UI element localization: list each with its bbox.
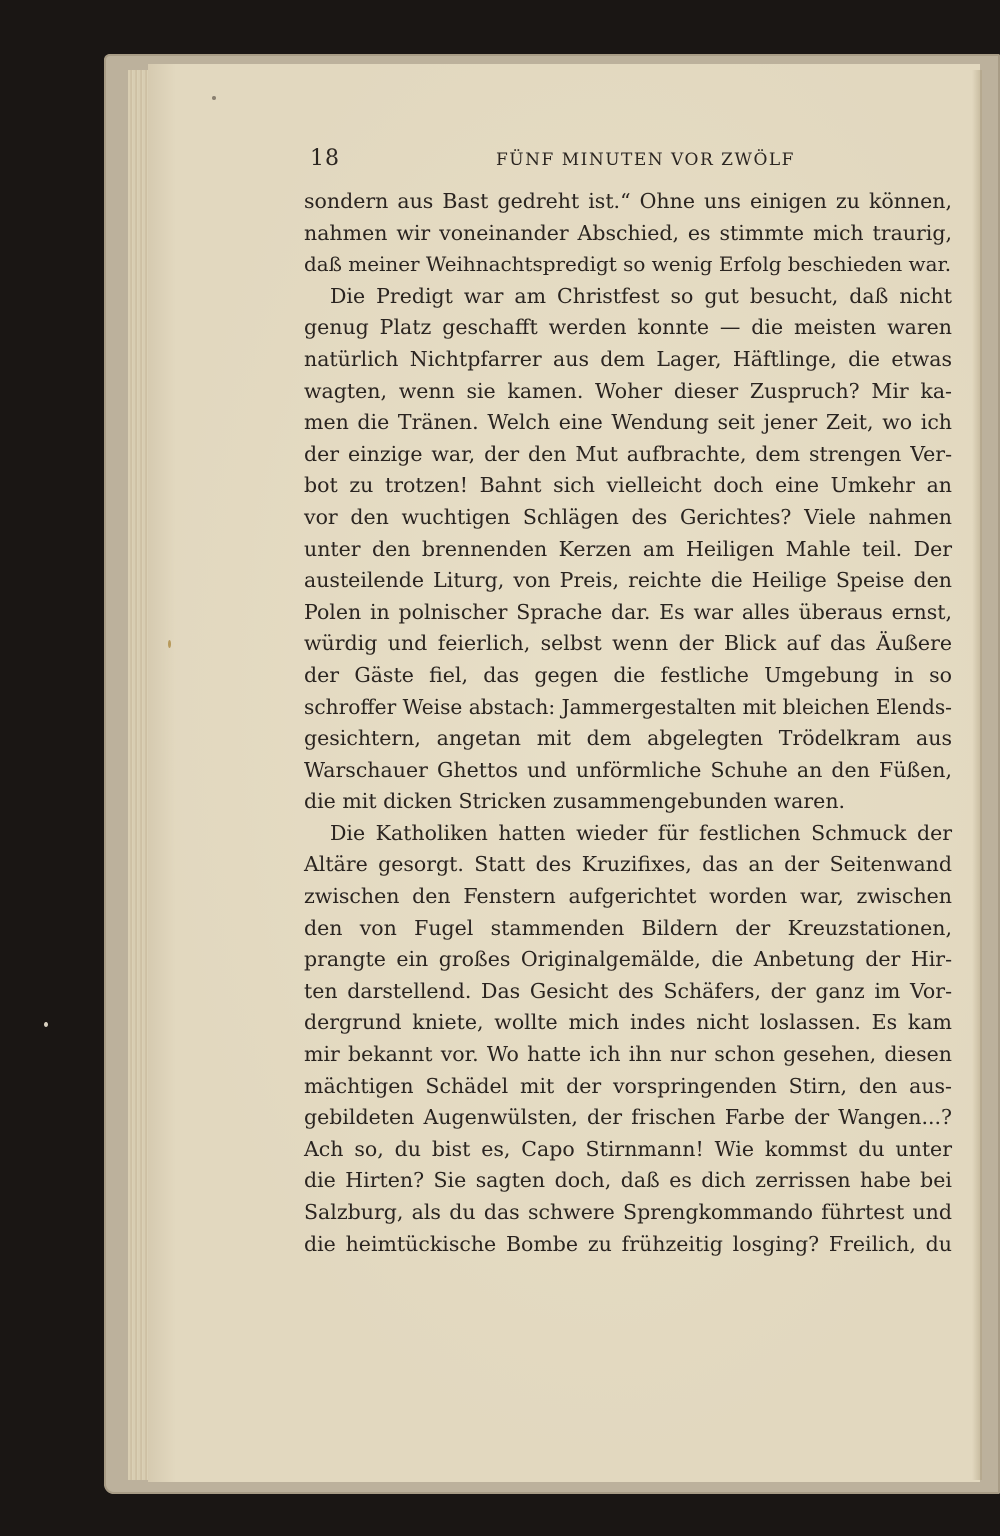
text-line: Polen in polnischer Sprache dar. Es war alles überaus ernst, <box>304 599 952 624</box>
text-line: zwischen den Fenstern aufgerichtet worden war, zwischen <box>304 884 952 909</box>
text-line: dergrund kniete, wollte mich indes nicht loslassen. Es kam <box>304 1010 952 1035</box>
text-line: würdig und feierlich, selbst wenn der Blick auf das Äußere <box>304 631 952 656</box>
running-title: FÜNF MINUTEN VOR ZWÖLF <box>496 150 795 170</box>
text-line: bot zu trotzen! Bahnt sich vielleicht doch eine Umkehr an <box>304 473 952 498</box>
text-line: Ach so, du bist es, Capo Stirnmann! Wie kommst du unter <box>304 1136 952 1161</box>
text-line: genug Platz geschafft werden konnte — die meisten waren <box>304 315 952 340</box>
text-line: Altäre gesorgt. Statt des Kruzifixes, das an der Seitenwand <box>304 852 952 877</box>
paper-speck <box>212 96 216 100</box>
text-line: ten darstellend. Das Gesicht des Schäfers, der ganz im Vor- <box>304 978 952 1003</box>
text-line: schroffer Weise abstach: Jammergestalten mit bleichen Elends- <box>304 694 952 719</box>
text-line: Die Katholiken hatten wieder für festlichen Schmuck der <box>330 820 952 845</box>
page-gutter-shadow <box>972 70 982 1480</box>
text-line: daß meiner Weihnachtspredigt so wenig Erfolg beschieden war. <box>304 252 952 277</box>
text-line: sondern aus Bast gedreht ist.“ Ohne uns einigen zu können, <box>304 189 952 213</box>
text-line: gesichtern, angetan mit dem abgelegten Trödelkram aus <box>304 726 952 751</box>
text-line: vor den wuchtigen Schlägen des Gerichtes? Viele nahmen <box>304 504 952 529</box>
body-text <box>304 186 952 1260</box>
text-line: nahmen wir voneinander Abschied, es stimmte mich traurig, <box>304 220 952 245</box>
text-line: Die Predigt war am Christfest so gut besucht, daß nicht <box>330 283 952 308</box>
text-line: wagten, wenn sie kamen. Woher dieser Zuspruch? Mir ka- <box>304 378 952 403</box>
text-line: gebildeten Augenwülsten, der frischen Farbe der Wangen...? <box>304 1105 952 1130</box>
text-line: der einzige war, der den Mut aufbrachte, dem strengen Ver- <box>304 441 952 466</box>
text-line: unter den brennenden Kerzen am Heiligen Mahle teil. Der <box>304 536 952 561</box>
text-line: mir bekannt vor. Wo hatte ich ihn nur schon gesehen, diesen <box>304 1042 952 1067</box>
paper-speck <box>168 640 171 648</box>
text-line: Warschauer Ghettos und unförmliche Schuhe an den Füßen, <box>304 757 952 782</box>
text-line: den von Fugel stammenden Bildern der Kreuzstationen, <box>304 915 952 940</box>
paper-speck <box>44 1022 48 1027</box>
text-line: Salzburg, als du das schwere Sprengkommando führtest und <box>304 1200 952 1224</box>
page-number: 18 <box>310 146 340 171</box>
text-line: die heimtückische Bombe zu frühzeitig losging? Freilich, du <box>304 1231 952 1256</box>
page-header <box>310 146 950 176</box>
text-line: prangte ein großes Originalgemälde, die Anbetung der Hir- <box>304 947 952 972</box>
text-line: der Gäste fiel, das gegen die festliche Umgebung in so <box>304 662 952 687</box>
text-line: die Hirten? Sie sagten doch, daß es dich zerrissen habe bei <box>304 1168 952 1193</box>
text-line: die mit dicken Stricken zusammengebunden waren. <box>304 789 846 814</box>
text-line: natürlich Nichtpfarrer aus dem Lager, Häftlinge, die etwas <box>304 346 952 371</box>
text-line: austeilende Liturg, von Preis, reichte die Heilige Speise den <box>304 568 952 593</box>
text-line: mächtigen Schädel mit der vorspringenden Stirn, den aus- <box>304 1073 952 1098</box>
text-line: men die Tränen. Welch eine Wendung seit jener Zeit, wo ich <box>304 410 952 435</box>
